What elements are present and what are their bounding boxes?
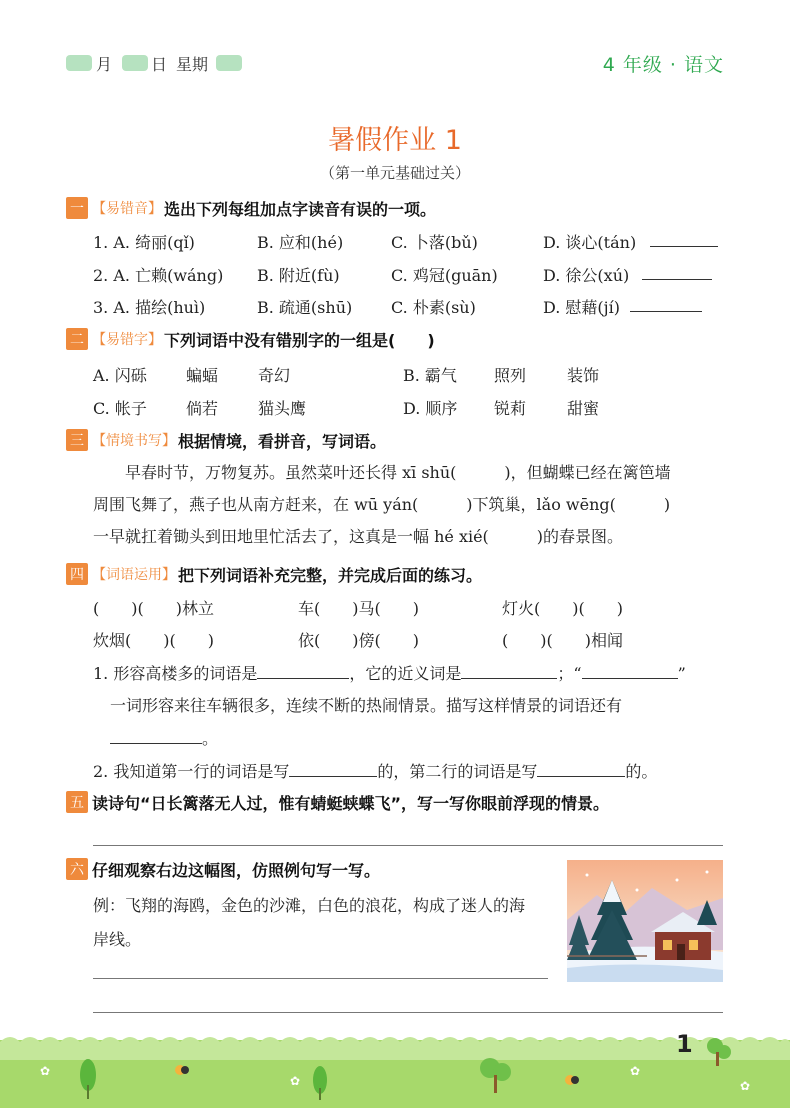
day-box[interactable] — [122, 55, 148, 71]
q1-option-a: 1. A. 绮丽(qǐ) — [93, 233, 195, 252]
answer-blank[interactable] — [461, 664, 557, 679]
section-instruction: 仔细观察右边这幅图，仿照例句写一写。 — [92, 860, 381, 880]
section-instruction: 根据情境，看拼音，写词语。 — [178, 431, 387, 451]
exercise-1-line-1 — [93, 661, 686, 683]
section-number: 二 — [66, 328, 88, 350]
q3-option-c: C. 朴素(sù) — [391, 298, 476, 317]
month-label: 月 — [96, 55, 113, 74]
svg-text:✿: ✿ — [630, 1064, 641, 1078]
option-d-word-2: 锐莉 — [494, 399, 527, 418]
section-5-heading — [66, 790, 609, 814]
grass-border — [0, 1030, 790, 1108]
passage-line-2: 周围飞舞了，燕子也从南方赶来，在 wū yán( )下筑巢，lǎo wēng( ) — [93, 495, 671, 514]
option-a-word-1: A. 闪砾 — [93, 366, 147, 385]
example-line-1: 例：飞翔的海鸥，金色的沙滩，白色的浪花，构成了迷人的海 — [93, 896, 526, 915]
q1-option-d: D. 谈心(tán) — [543, 233, 637, 252]
section-number: 三 — [66, 429, 88, 451]
section-tag: 【易错字】 — [92, 332, 162, 348]
q3-option-a: 3. A. 描绘(huì) — [93, 298, 206, 317]
answer-blank[interactable] — [582, 664, 678, 679]
option-b-word-1: B. 霸气 — [403, 366, 457, 385]
exercise-text: 。 — [202, 729, 219, 748]
section-instruction: 下列词语中没有错别字的一组是( ) — [164, 330, 435, 350]
writing-line[interactable] — [93, 978, 548, 979]
answer-blank[interactable] — [289, 762, 377, 777]
week-box[interactable] — [216, 55, 242, 71]
svg-text:✿: ✿ — [40, 1064, 51, 1078]
passage-line-1: 早春时节，万物复苏。虽然菜叶还长得 xī shū( )，但蝴蝶已经在篱笆墙 — [93, 463, 671, 482]
q1-option-b: B. 应和(hé) — [257, 233, 344, 252]
exercise-1-line-2: 一词形容来往车辆很多，连续不断的热闹情景。描写这样情景的词语还有 — [110, 696, 623, 715]
idiom-fill-5: 依( )傍( ) — [298, 631, 419, 650]
option-d-word-3: 甜蜜 — [567, 399, 600, 418]
q2-answer-blank[interactable] — [642, 265, 712, 280]
writing-line[interactable] — [93, 845, 723, 846]
grade-subject: 4 年级 · 语文 — [602, 54, 724, 76]
page-number: 1 — [676, 1030, 693, 1058]
page-title: 暑假作业 1 — [328, 125, 462, 156]
section-number: 一 — [66, 197, 88, 219]
q3-option-d: D. 慰藉(jí) — [543, 298, 620, 317]
answer-blank[interactable] — [110, 729, 202, 744]
exercise-text: ” — [677, 664, 686, 683]
idiom-fill-4: 炊烟( )( ) — [93, 631, 214, 650]
idiom-fill-2: 车( )马( ) — [298, 599, 419, 618]
section-number: 六 — [66, 858, 88, 880]
passage-line-3: 一早就扛着锄头到田地里忙活去了，这真是一幅 hé xié( )的春景图。 — [93, 527, 624, 546]
section-1-heading — [66, 196, 436, 220]
option-b-word-2: 照列 — [494, 366, 527, 385]
exercise-text: ，它的近义词是 — [349, 664, 462, 683]
section-tag: 【易错音】 — [92, 201, 162, 217]
option-c-word-3: 猫头鹰 — [258, 399, 307, 418]
q3-option-b: B. 疏通(shū) — [257, 298, 353, 317]
idiom-fill-1: ( )( )林立 — [93, 599, 214, 618]
section-tag: 【情境书写】 — [92, 433, 176, 449]
section-instruction: 选出下列每组加点字读音有误的一项。 — [164, 199, 437, 219]
exercise-text: 2. 我知道第一行的词语是写 — [93, 762, 290, 781]
option-a-word-3: 奇幻 — [258, 366, 291, 385]
day-label: 日 — [151, 55, 168, 74]
option-a-word-2: 蝙蝠 — [186, 366, 219, 385]
section-tag: 【词语运用】 — [92, 567, 176, 583]
option-d-word-1: D. 顺序 — [403, 399, 458, 418]
svg-text:✿: ✿ — [740, 1079, 751, 1093]
idiom-fill-3: 灯火( )( ) — [502, 599, 623, 618]
section-4-heading — [66, 562, 482, 586]
exercise-text: 的。 — [625, 762, 658, 781]
page-subtitle: （第一单元基础过关） — [319, 164, 470, 182]
option-c-word-2: 倘若 — [186, 399, 219, 418]
q2-option-a: 2. A. 亡赖(wáng) — [93, 266, 224, 285]
svg-text:✿: ✿ — [290, 1074, 301, 1088]
exercise-text: ；“ — [557, 664, 582, 683]
example-line-2: 岸线。 — [93, 930, 142, 949]
idiom-fill-6: ( )( )相闻 — [502, 631, 623, 650]
exercise-2 — [93, 759, 657, 781]
month-box[interactable] — [66, 55, 92, 71]
option-b-word-3: 装饰 — [567, 366, 600, 385]
passage — [93, 457, 723, 553]
section-number: 五 — [66, 791, 88, 813]
q2-option-c: C. 鸡冠(guān) — [391, 266, 498, 285]
section-2-heading — [66, 327, 435, 351]
exercise-1-line-3 — [110, 726, 218, 748]
winter-cabin-picture — [567, 860, 723, 982]
q2-option-b: B. 附近(fù) — [257, 266, 340, 285]
section-instruction: 把下列词语补充完整，并完成后面的练习。 — [178, 565, 483, 585]
section-3-heading — [66, 428, 386, 452]
answer-blank[interactable] — [537, 762, 625, 777]
week-label: 星期 — [176, 55, 209, 74]
q2-option-d: D. 徐公(xú) — [543, 266, 630, 285]
q3-answer-blank[interactable] — [630, 297, 702, 312]
section-number: 四 — [66, 563, 88, 585]
option-c-word-1: C. 帐子 — [93, 399, 147, 418]
q1-answer-blank[interactable] — [650, 232, 718, 247]
exercise-text: 的，第二行的词语是写 — [377, 762, 538, 781]
answer-blank[interactable] — [257, 664, 349, 679]
q1-option-c: C. 卜落(bǔ) — [391, 233, 478, 252]
section-instruction: 读诗句“日长篱落无人过，惟有蜻蜓蛱蝶飞”，写一写你眼前浮现的情景。 — [92, 793, 610, 813]
writing-line[interactable] — [93, 1012, 723, 1013]
exercise-text: 1. 形容高楼多的词语是 — [93, 664, 258, 683]
section-6-heading — [66, 857, 380, 881]
